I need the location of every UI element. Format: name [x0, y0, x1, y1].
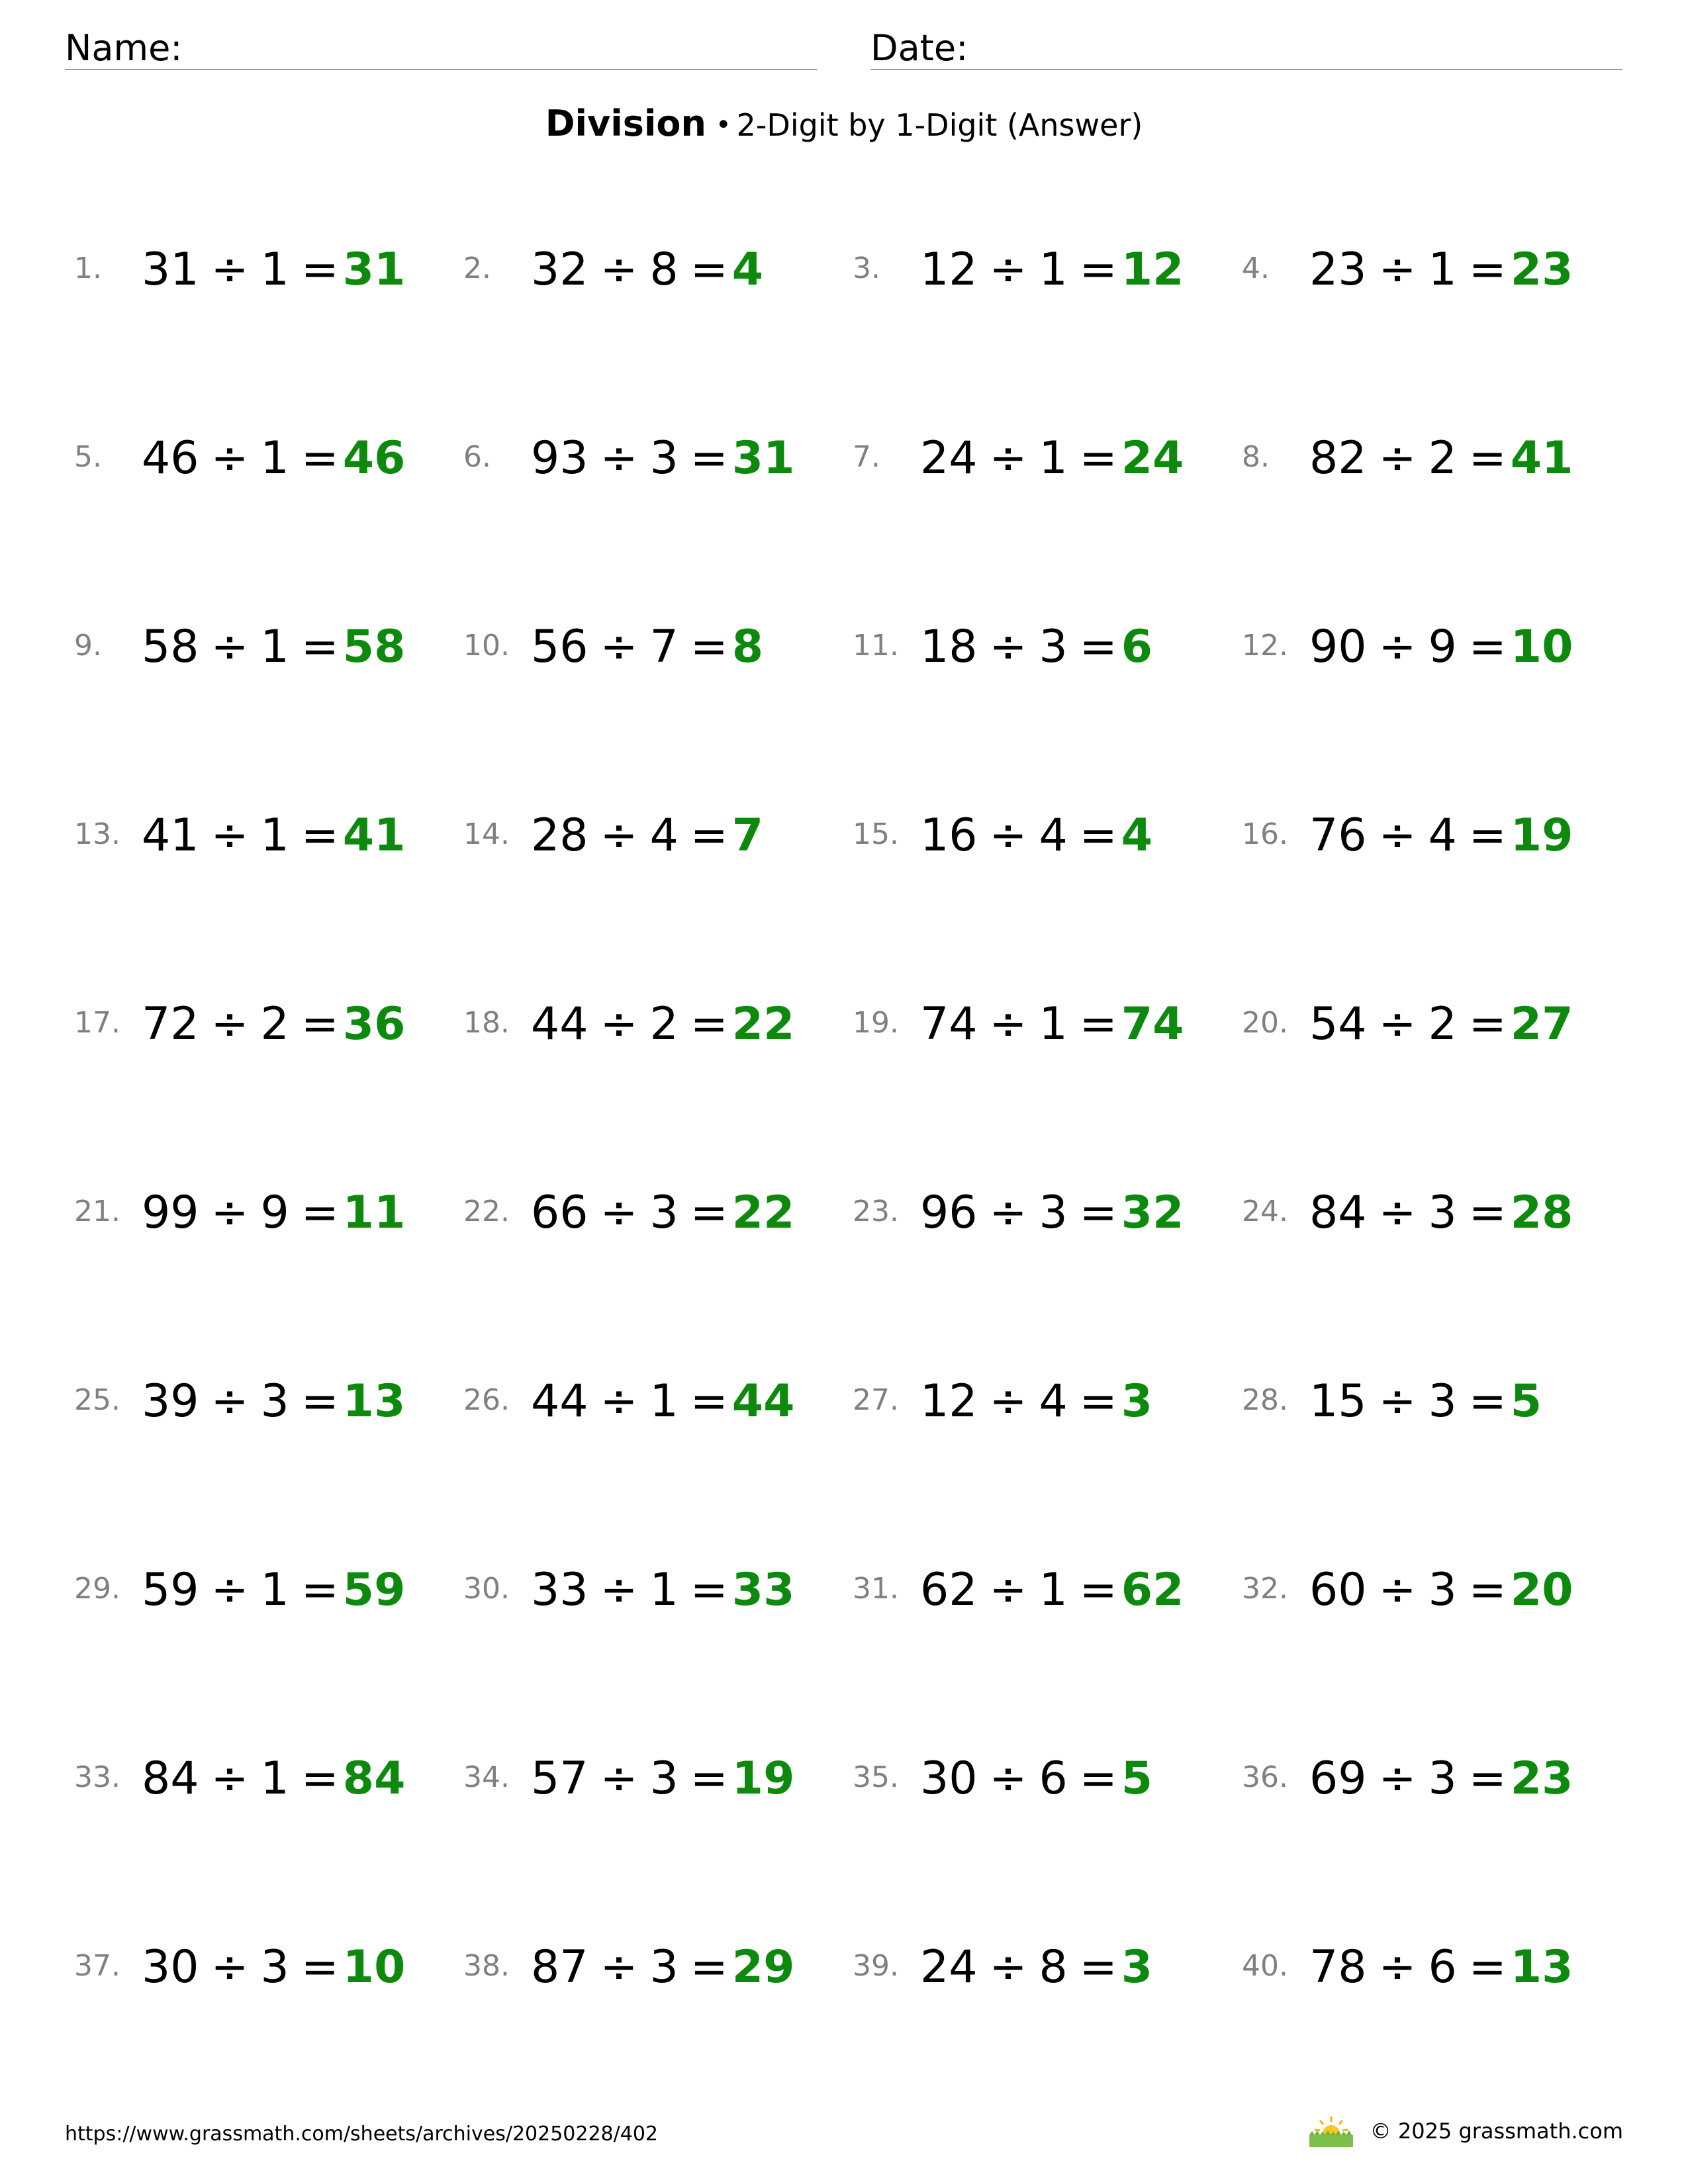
answer: 3 [1121, 1941, 1153, 1993]
divisor: 6 [1428, 1941, 1457, 1993]
problem-expression [142, 809, 406, 862]
divisor: 1 [1428, 244, 1457, 296]
divisor: 3 [1428, 1752, 1457, 1805]
dividend: 41 [142, 809, 199, 862]
problem-number: 23. [853, 1195, 899, 1228]
equals-sign: = [1079, 1187, 1117, 1239]
problem-number: 34. [463, 1760, 510, 1794]
equals-sign: = [1468, 1752, 1507, 1805]
divide-sign: ÷ [1378, 244, 1417, 296]
divide-sign: ÷ [989, 1564, 1027, 1616]
divisor: 1 [260, 244, 289, 296]
equals-sign: = [1079, 1375, 1117, 1428]
divisor: 3 [649, 1187, 679, 1239]
problem-expression [142, 244, 406, 296]
divide-sign: ÷ [989, 432, 1027, 484]
problem-number: 16. [1242, 817, 1288, 851]
footer-url: https://www.grassmath.com/sheets/archives/20250228/402 [65, 2122, 659, 2146]
problem-expression [531, 621, 764, 673]
problem-number: 24. [1242, 1195, 1288, 1228]
problem-number: 32. [1242, 1572, 1288, 1606]
equals-sign: = [1468, 244, 1507, 296]
divisor: 1 [260, 621, 289, 673]
problem-expression [920, 1375, 1153, 1428]
answer: 5 [1121, 1752, 1153, 1805]
problem-number: 18. [463, 1006, 510, 1040]
problem-expression [1309, 1187, 1573, 1239]
answer: 19 [1510, 809, 1573, 862]
problem-number: 5. [74, 440, 102, 474]
divide-sign: ÷ [211, 998, 249, 1050]
answer: 58 [342, 621, 406, 673]
problem-number: 12. [1242, 629, 1288, 662]
divisor: 4 [1039, 809, 1068, 862]
divide-sign: ÷ [989, 1375, 1027, 1428]
dividend: 33 [531, 1564, 588, 1616]
equals-sign: = [301, 809, 339, 862]
problem-expression [1309, 809, 1573, 862]
answer: 12 [1121, 244, 1184, 296]
divisor: 6 [1039, 1752, 1068, 1805]
dividend: 76 [1309, 809, 1367, 862]
equals-sign: = [690, 432, 728, 484]
problem-expression [142, 1941, 406, 1993]
equals-sign: = [1079, 244, 1117, 296]
equals-sign: = [301, 1564, 339, 1616]
dividend: 84 [142, 1752, 199, 1805]
problem-expression [920, 1941, 1153, 1993]
problem-number: 35. [853, 1760, 899, 1794]
divisor: 2 [1428, 432, 1457, 484]
date-label: Date: [870, 27, 968, 69]
equals-sign: = [1468, 998, 1507, 1050]
answer: 6 [1121, 621, 1153, 673]
equals-sign: = [690, 1187, 728, 1239]
divide-sign: ÷ [600, 432, 638, 484]
equals-sign: = [301, 244, 339, 296]
grass-sun-logo-icon [1308, 2114, 1354, 2148]
dividend: 44 [531, 1375, 588, 1428]
divisor: 9 [260, 1187, 289, 1239]
dividend: 59 [142, 1564, 199, 1616]
dividend: 84 [1309, 1187, 1367, 1239]
problem-expression [1309, 244, 1573, 296]
answer: 59 [342, 1564, 406, 1616]
equals-sign: = [690, 998, 728, 1050]
title-subtitle: 2-Digit by 1-Digit (Answer) [736, 107, 1143, 143]
divisor: 3 [649, 1752, 679, 1805]
equals-sign: = [690, 1752, 728, 1805]
equals-sign: = [1468, 1375, 1507, 1428]
answer: 32 [1121, 1187, 1184, 1239]
divisor: 1 [260, 809, 289, 862]
divisor: 9 [1428, 621, 1457, 673]
equals-sign: = [1079, 621, 1117, 673]
divisor: 1 [1039, 1564, 1068, 1616]
dividend: 39 [142, 1375, 199, 1428]
dividend: 16 [920, 809, 978, 862]
equals-sign: = [1468, 1187, 1507, 1239]
answer: 19 [731, 1752, 795, 1805]
dividend: 72 [142, 998, 199, 1050]
problem-expression [142, 1564, 406, 1616]
problem-number: 11. [853, 629, 899, 662]
problem-number: 13. [74, 817, 120, 851]
problem-expression [1309, 1752, 1573, 1805]
dividend: 78 [1309, 1941, 1367, 1993]
equals-sign: = [301, 1941, 339, 1993]
answer: 23 [1510, 1752, 1573, 1805]
problem-expression [1309, 1941, 1573, 1993]
equals-sign: = [1079, 998, 1117, 1050]
dividend: 31 [142, 244, 199, 296]
title-separator: • [715, 110, 731, 140]
answer: 41 [1510, 432, 1573, 484]
dividend: 54 [1309, 998, 1367, 1050]
divisor: 8 [1039, 1941, 1068, 1993]
divide-sign: ÷ [600, 1752, 638, 1805]
answer: 29 [731, 1941, 795, 1993]
divisor: 2 [260, 998, 289, 1050]
problem-expression [920, 1752, 1153, 1805]
divide-sign: ÷ [989, 998, 1027, 1050]
dividend: 46 [142, 432, 199, 484]
divisor: 3 [260, 1375, 289, 1428]
equals-sign: = [690, 244, 728, 296]
divisor: 1 [260, 1564, 289, 1616]
answer: 27 [1510, 998, 1573, 1050]
equals-sign: = [301, 998, 339, 1050]
problem-number: 37. [74, 1949, 120, 1983]
answer: 84 [342, 1752, 406, 1805]
divisor: 3 [1428, 1187, 1457, 1239]
problem-expression [1309, 621, 1573, 673]
problem-expression [1309, 1375, 1542, 1428]
problem-expression [531, 1941, 795, 1993]
dividend: 62 [920, 1564, 978, 1616]
divisor: 3 [260, 1941, 289, 1993]
answer: 22 [731, 998, 795, 1050]
name-label: Name: [65, 27, 183, 69]
title-main: Division [545, 103, 706, 144]
divide-sign: ÷ [600, 998, 638, 1050]
equals-sign: = [690, 1941, 728, 1993]
divisor: 1 [1039, 432, 1068, 484]
problem-number: 26. [463, 1383, 510, 1417]
dividend: 57 [531, 1752, 588, 1805]
divide-sign: ÷ [600, 1564, 638, 1616]
equals-sign: = [301, 432, 339, 484]
divide-sign: ÷ [211, 1187, 249, 1239]
divide-sign: ÷ [600, 244, 638, 296]
divide-sign: ÷ [1378, 1564, 1417, 1616]
problem-number: 21. [74, 1195, 120, 1228]
divisor: 3 [649, 1941, 679, 1993]
equals-sign: = [1468, 621, 1507, 673]
answer: 7 [731, 809, 764, 862]
equals-sign: = [690, 1375, 728, 1428]
divide-sign: ÷ [1378, 1375, 1417, 1428]
divide-sign: ÷ [211, 1752, 249, 1805]
problem-expression [531, 1564, 795, 1616]
divisor: 1 [649, 1564, 679, 1616]
equals-sign: = [1079, 1941, 1117, 1993]
answer: 8 [731, 621, 764, 673]
divisor: 4 [1428, 809, 1457, 862]
answer: 23 [1510, 244, 1573, 296]
problem-number: 3. [853, 251, 880, 285]
answer: 5 [1510, 1375, 1542, 1428]
problem-expression [531, 809, 764, 862]
problem-number: 40. [1242, 1949, 1288, 1983]
problem-number: 15. [853, 817, 899, 851]
answer: 46 [342, 432, 406, 484]
dividend: 87 [531, 1941, 588, 1993]
answer: 4 [1121, 809, 1153, 862]
equals-sign: = [1079, 809, 1117, 862]
divisor: 1 [1039, 244, 1068, 296]
answer: 44 [731, 1375, 795, 1428]
dividend: 82 [1309, 432, 1367, 484]
dividend: 99 [142, 1187, 199, 1239]
footer-copyright: © 2025 grassmath.com [1370, 2118, 1623, 2144]
divisor: 4 [649, 809, 679, 862]
problem-number: 22. [463, 1195, 510, 1228]
answer: 62 [1121, 1564, 1184, 1616]
problem-number: 10. [463, 629, 510, 662]
problem-number: 29. [74, 1572, 120, 1606]
equals-sign: = [1468, 809, 1507, 862]
answer: 13 [342, 1375, 406, 1428]
divide-sign: ÷ [600, 1187, 638, 1239]
problem-number: 28. [1242, 1383, 1288, 1417]
problem-number: 6. [463, 440, 491, 474]
dividend: 12 [920, 1375, 978, 1428]
problem-number: 30. [463, 1572, 510, 1606]
problem-expression [531, 1375, 795, 1428]
dividend: 60 [1309, 1564, 1367, 1616]
answer: 28 [1510, 1187, 1573, 1239]
answer: 41 [342, 809, 406, 862]
divisor: 8 [649, 244, 679, 296]
problem-number: 25. [74, 1383, 120, 1417]
problem-number: 19. [853, 1006, 899, 1040]
divisor: 3 [1428, 1564, 1457, 1616]
dividend: 69 [1309, 1752, 1367, 1805]
equals-sign: = [301, 621, 339, 673]
divisor: 1 [649, 1375, 679, 1428]
divide-sign: ÷ [989, 1187, 1027, 1239]
problem-number: 39. [853, 1949, 899, 1983]
divide-sign: ÷ [1378, 998, 1417, 1050]
problem-expression [920, 1187, 1184, 1239]
problem-expression [1309, 1564, 1573, 1616]
dividend: 23 [1309, 244, 1367, 296]
dividend: 74 [920, 998, 978, 1050]
answer: 31 [731, 432, 795, 484]
divide-sign: ÷ [600, 809, 638, 862]
divisor: 2 [649, 998, 679, 1050]
dividend: 44 [531, 998, 588, 1050]
divide-sign: ÷ [211, 1941, 249, 1993]
divide-sign: ÷ [211, 244, 249, 296]
problem-expression [531, 244, 764, 296]
equals-sign: = [1468, 1941, 1507, 1993]
problem-number: 31. [853, 1572, 899, 1606]
problem-number: 7. [853, 440, 880, 474]
problem-expression [920, 244, 1184, 296]
equals-sign: = [1079, 432, 1117, 484]
dividend: 18 [920, 621, 978, 673]
answer: 31 [342, 244, 406, 296]
problem-number: 20. [1242, 1006, 1288, 1040]
dividend: 28 [531, 809, 588, 862]
dividend: 30 [142, 1941, 199, 1993]
divisor: 3 [1039, 621, 1068, 673]
problem-expression [920, 998, 1184, 1050]
equals-sign: = [301, 1752, 339, 1805]
divide-sign: ÷ [1378, 809, 1417, 862]
problem-expression [1309, 432, 1573, 484]
equals-sign: = [1079, 1564, 1117, 1616]
problem-number: 17. [74, 1006, 120, 1040]
dividend: 58 [142, 621, 199, 673]
problem-expression [142, 1752, 406, 1805]
problem-number: 33. [74, 1760, 120, 1794]
divide-sign: ÷ [1378, 621, 1417, 673]
problem-number: 2. [463, 251, 491, 285]
problem-number: 9. [74, 629, 102, 662]
problem-expression [531, 998, 795, 1050]
divide-sign: ÷ [1378, 432, 1417, 484]
divide-sign: ÷ [989, 1752, 1027, 1805]
answer: 13 [1510, 1941, 1573, 1993]
equals-sign: = [1468, 1564, 1507, 1616]
problem-expression [920, 1564, 1184, 1616]
answer: 10 [1510, 621, 1573, 673]
problem-number: 1. [74, 251, 102, 285]
divisor: 1 [260, 1752, 289, 1805]
divide-sign: ÷ [211, 432, 249, 484]
equals-sign: = [690, 809, 728, 862]
problem-expression [531, 432, 795, 484]
answer: 10 [342, 1941, 406, 1993]
problem-expression [531, 1187, 795, 1239]
divisor: 3 [649, 432, 679, 484]
answer: 74 [1121, 998, 1184, 1050]
dividend: 30 [920, 1752, 978, 1805]
dividend: 12 [920, 244, 978, 296]
problem-number: 14. [463, 817, 510, 851]
problem-number: 4. [1242, 251, 1270, 285]
equals-sign: = [690, 621, 728, 673]
dividend: 15 [1309, 1375, 1367, 1428]
divisor: 4 [1039, 1375, 1068, 1428]
problem-expression [531, 1752, 795, 1805]
dividend: 96 [920, 1187, 978, 1239]
dividend: 93 [531, 432, 588, 484]
answer: 20 [1510, 1564, 1573, 1616]
divide-sign: ÷ [600, 621, 638, 673]
divide-sign: ÷ [600, 1375, 638, 1428]
answer: 4 [731, 244, 764, 296]
divisor: 7 [649, 621, 679, 673]
dividend: 56 [531, 621, 588, 673]
problem-expression [142, 1375, 406, 1428]
equals-sign: = [1079, 1752, 1117, 1805]
answer: 24 [1121, 432, 1184, 484]
divide-sign: ÷ [600, 1941, 638, 1993]
problem-expression [142, 998, 406, 1050]
problem-expression [920, 809, 1153, 862]
divide-sign: ÷ [1378, 1941, 1417, 1993]
problem-expression [142, 432, 406, 484]
divide-sign: ÷ [989, 621, 1027, 673]
divisor: 3 [1428, 1375, 1457, 1428]
divide-sign: ÷ [1378, 1187, 1417, 1239]
footer-brand [1308, 2114, 1623, 2148]
divide-sign: ÷ [211, 1564, 249, 1616]
answer: 36 [342, 998, 406, 1050]
dividend: 66 [531, 1187, 588, 1239]
problem-expression [920, 621, 1153, 673]
problem-expression [1309, 998, 1573, 1050]
divide-sign: ÷ [211, 621, 249, 673]
problem-number: 27. [853, 1383, 899, 1417]
divide-sign: ÷ [1378, 1752, 1417, 1805]
answer: 11 [342, 1187, 406, 1239]
dividend: 24 [920, 432, 978, 484]
divide-sign: ÷ [211, 1375, 249, 1428]
divisor: 3 [1039, 1187, 1068, 1239]
dividend: 32 [531, 244, 588, 296]
divisor: 2 [1428, 998, 1457, 1050]
equals-sign: = [301, 1187, 339, 1239]
divide-sign: ÷ [211, 809, 249, 862]
problem-expression [142, 1187, 406, 1239]
answer: 3 [1121, 1375, 1153, 1428]
answer: 22 [731, 1187, 795, 1239]
divisor: 1 [260, 432, 289, 484]
problem-expression [142, 621, 406, 673]
equals-sign: = [1468, 432, 1507, 484]
equals-sign: = [690, 1564, 728, 1616]
equals-sign: = [301, 1375, 339, 1428]
dividend: 90 [1309, 621, 1367, 673]
problem-number: 36. [1242, 1760, 1288, 1794]
dividend: 24 [920, 1941, 978, 1993]
answer: 33 [731, 1564, 795, 1616]
problem-number: 38. [463, 1949, 510, 1983]
problem-expression [920, 432, 1184, 484]
divisor: 1 [1039, 998, 1068, 1050]
divide-sign: ÷ [989, 1941, 1027, 1993]
problem-number: 8. [1242, 440, 1270, 474]
divide-sign: ÷ [989, 244, 1027, 296]
divide-sign: ÷ [989, 809, 1027, 862]
